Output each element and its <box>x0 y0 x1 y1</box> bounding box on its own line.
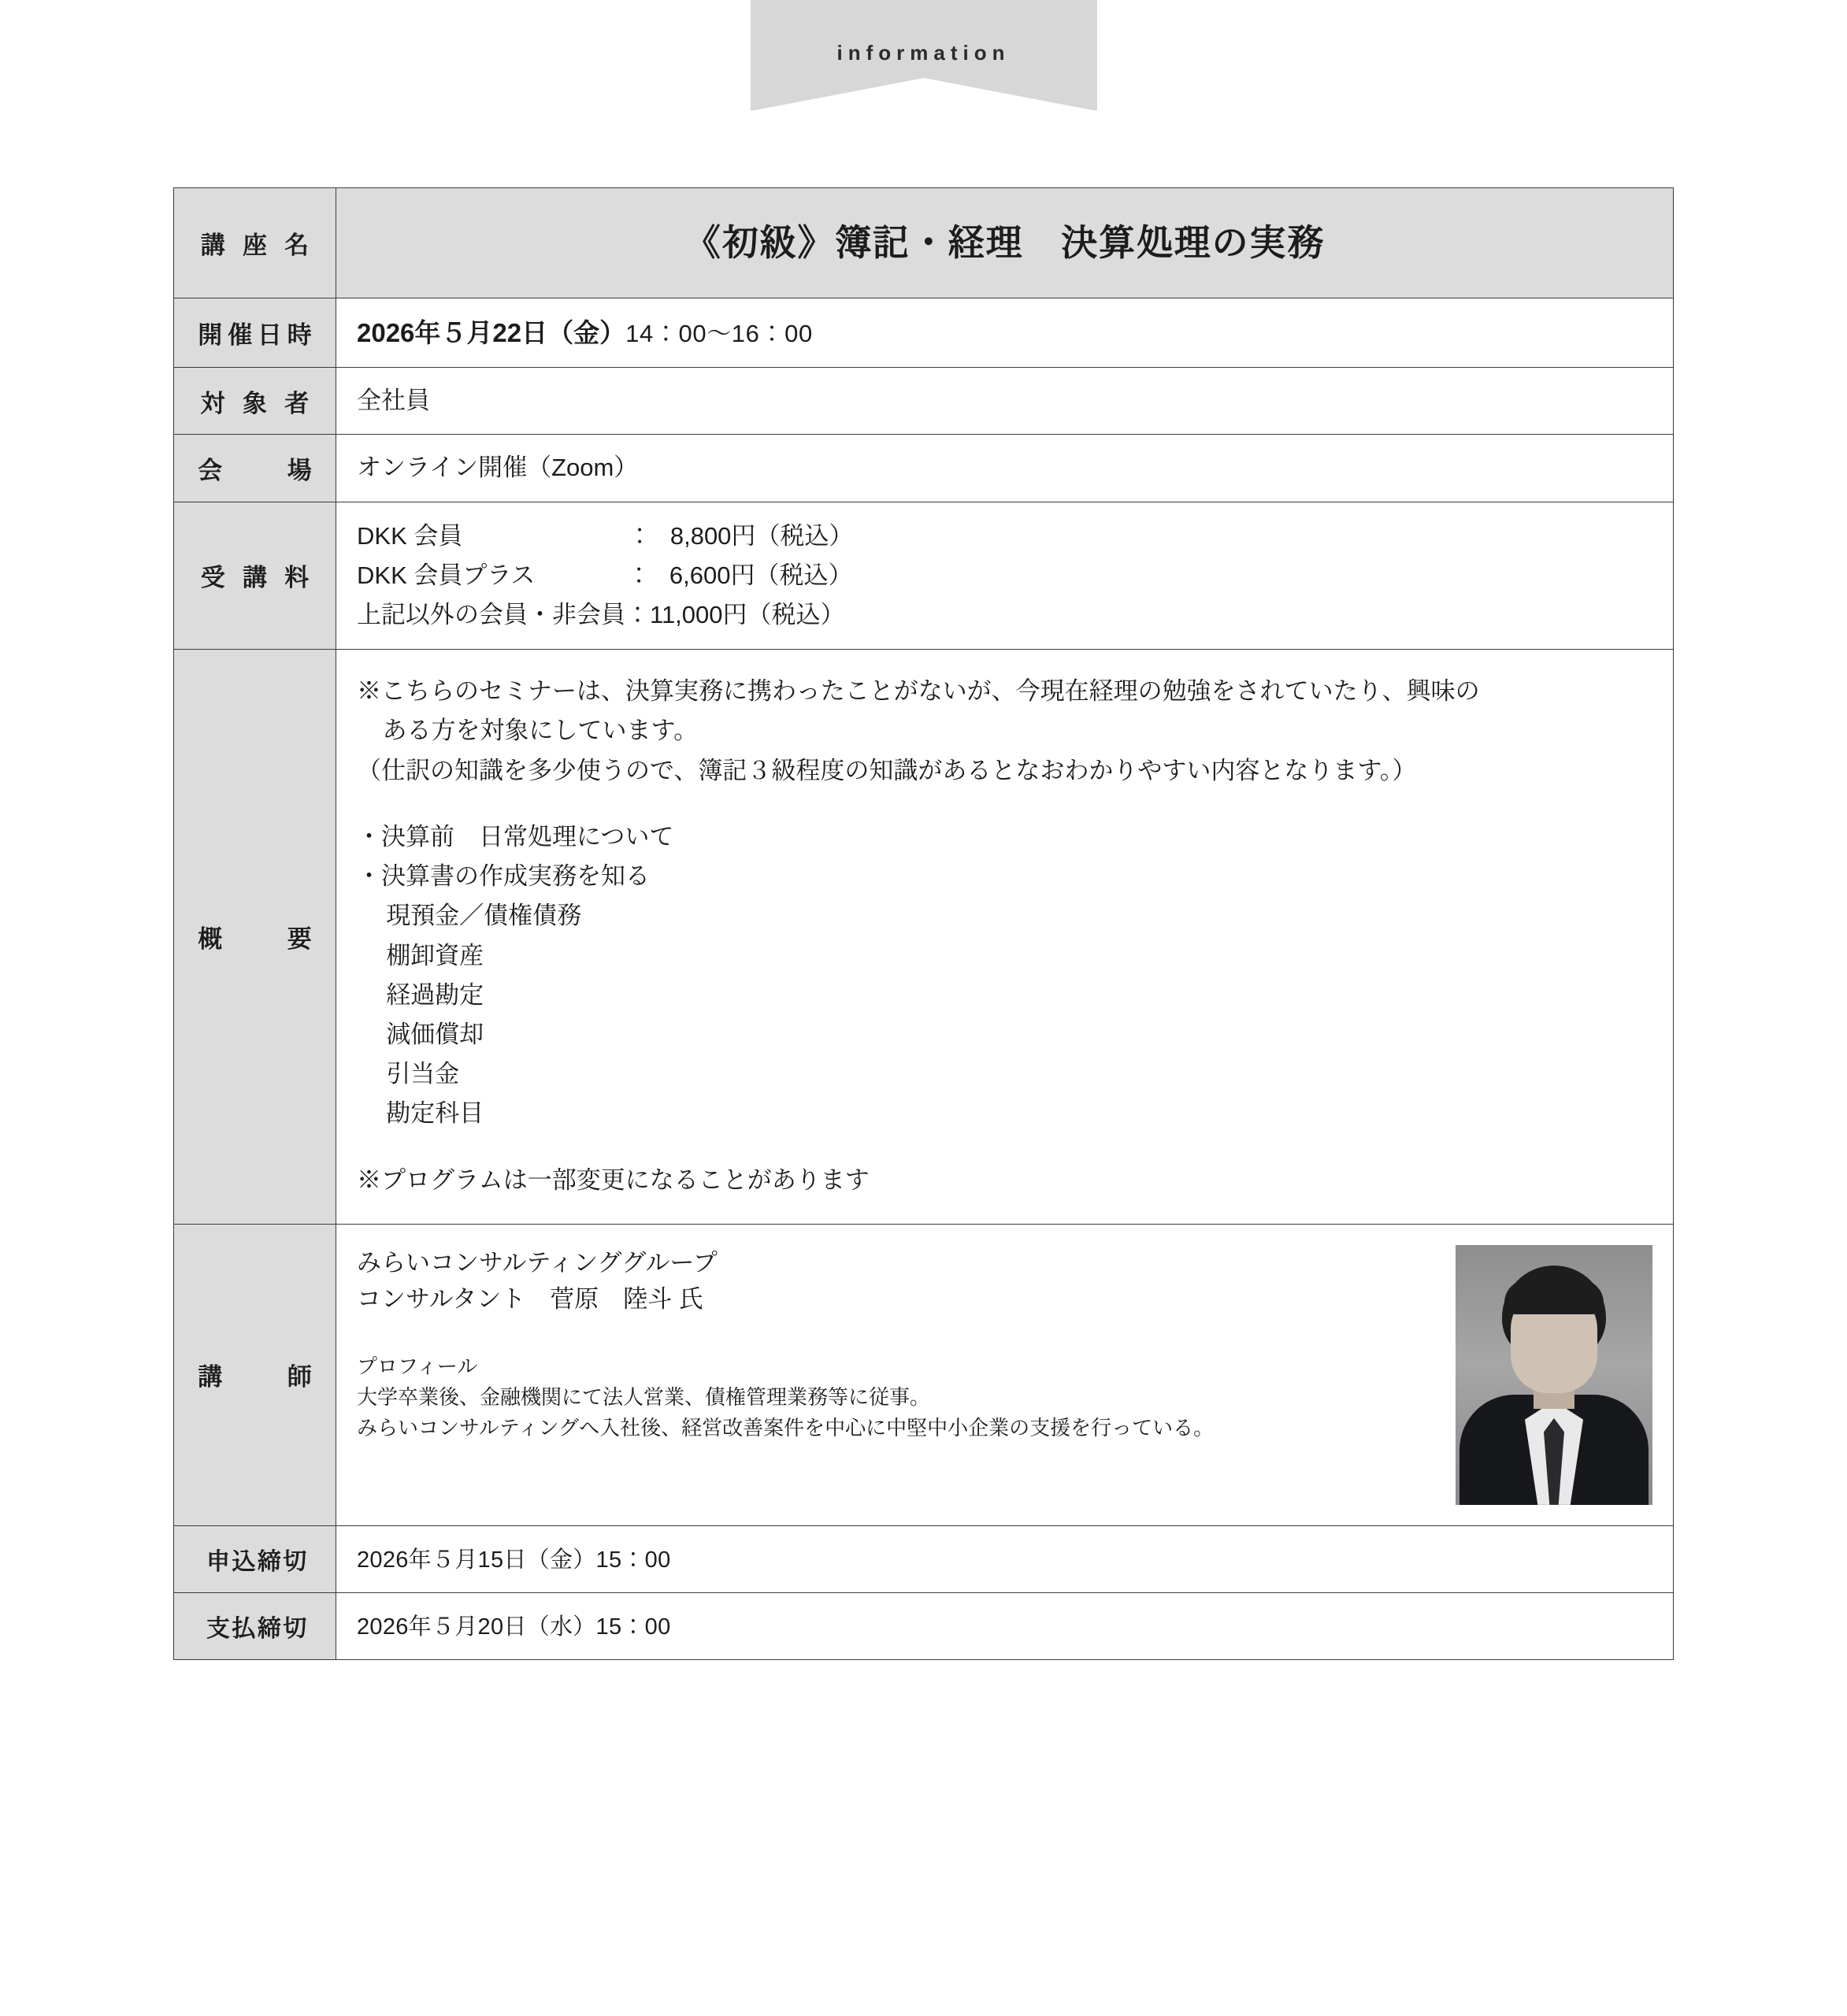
outline-subitem-5: 引当金 <box>386 1060 460 1088</box>
row-label-lecturer <box>174 1224 336 1525</box>
seminar-info-document <box>173 187 1674 1660</box>
fee-line-1: DKK 会員 ： 8,800円（税込） <box>357 521 854 550</box>
row-label-outline <box>174 650 336 1225</box>
payment-deadline-value: 2026年５月20日（水）15：00 <box>357 1614 671 1640</box>
row-label-text: 会 場 <box>198 457 317 484</box>
row-label-text: 対 象 者 <box>200 389 315 417</box>
outline-subitem-3: 経過勘定 <box>386 980 484 1009</box>
lecturer-profile-line-1: 大学卒業後、金融機関にて法人営業、債権管理業務等に従事。 <box>357 1384 931 1409</box>
row-label-text: 概 要 <box>198 925 317 953</box>
fee-line-3: 上記以外の会員・非会員：11,000円（税込） <box>357 600 845 628</box>
outline-note-block <box>357 672 1652 750</box>
outline-subitem-2: 棚卸資産 <box>386 941 484 969</box>
table-row-payment-deadline <box>174 1592 1674 1659</box>
banner-label: information <box>836 41 1011 65</box>
row-label-text: 支払締切 <box>206 1615 309 1642</box>
row-label-venue <box>174 435 336 502</box>
table-row-venue <box>174 435 1674 502</box>
outline-note-line-1: ※こちらのセミナーは、決算実務に携わったことがないが、今現在経理の勉強をされていたり、興味の <box>357 677 1480 706</box>
event-date: 2026年５月22日（金） <box>357 318 626 348</box>
outline-spacer-2 <box>357 1134 1652 1161</box>
row-label-audience <box>174 368 336 435</box>
outline-subitem-1: 現預金／債権債務 <box>386 902 582 930</box>
outline-note-line-2: ある方を対象にしています。 <box>382 717 699 745</box>
row-value-application-deadline <box>336 1525 1674 1592</box>
table-row-outline <box>174 650 1674 1225</box>
table-row-fee <box>174 502 1674 650</box>
information-banner-wrap <box>0 0 1847 110</box>
row-value-payment-deadline <box>336 1592 1674 1659</box>
row-label-text: 申込締切 <box>206 1548 309 1575</box>
row-label-payment-deadline <box>174 1592 336 1659</box>
seminar-info-table <box>173 187 1674 1660</box>
outline-spacer <box>357 791 1652 817</box>
row-value-fee <box>336 502 1674 650</box>
row-label-fee <box>174 502 336 650</box>
row-value-outline <box>336 650 1674 1225</box>
lecturer-organization: みらいコンサルティンググループ <box>357 1248 718 1277</box>
outline-footnote: ※プログラムは一部変更になることがあります <box>357 1166 870 1194</box>
row-label-text: 受 講 料 <box>200 564 315 592</box>
table-row-application-deadline <box>174 1525 1674 1592</box>
photo-fringe <box>1504 1280 1604 1314</box>
table-row-datetime <box>174 298 1674 368</box>
lecturer-profile-label: プロフィール <box>357 1354 478 1378</box>
row-value-audience: 全社員 <box>336 368 1674 435</box>
row-value-venue: オンライン開催（Zoom） <box>336 435 1674 502</box>
row-label-text: 講 師 <box>198 1363 317 1392</box>
table-row-audience <box>174 368 1674 435</box>
row-label-text: 開催日時 <box>198 321 317 350</box>
outline-subitem-6: 勘定科目 <box>386 1099 484 1128</box>
information-banner <box>751 0 1097 110</box>
lecturer-profile-line-2: みらいコンサルティングへ入社後、経営改善案件を中心に中堅中小企業の支援を行っている。 <box>357 1415 1215 1440</box>
lecturer-name: コンサルタント 菅原 陸斗 氏 <box>357 1285 703 1314</box>
row-label-datetime <box>174 298 336 368</box>
row-label-text: 講 座 名 <box>200 232 315 260</box>
row-label-course-name <box>174 188 336 298</box>
course-title: 《初級》簿記・経理 決算処理の実務 <box>684 222 1326 263</box>
outline-note-2: （仕訳の知識を多少使うので、簿記３級程度の知識があるとなおわかりやすい内容となります。） <box>357 756 1417 784</box>
event-time: 14：00〜16：00 <box>625 320 813 348</box>
lecturer-text-block <box>357 1245 1440 1443</box>
table-row-course-name <box>174 188 1674 298</box>
table-row-lecturer <box>174 1224 1674 1525</box>
fee-line-2: DKK 会員プラス ： 6,600円（税込） <box>357 561 853 589</box>
row-value-datetime <box>336 298 1674 368</box>
row-value-course-name <box>336 188 1674 298</box>
outline-bullet-1: ・決算前 日常処理について <box>357 822 674 850</box>
outline-bullet-2: ・決算書の作成実務を知る <box>357 862 650 891</box>
row-value-lecturer <box>336 1224 1674 1525</box>
outline-subitem-4: 減価償却 <box>386 1020 484 1048</box>
row-label-application-deadline <box>174 1525 336 1592</box>
application-deadline-value: 2026年５月15日（金）15：00 <box>357 1547 671 1573</box>
lecturer-photo <box>1456 1245 1652 1505</box>
